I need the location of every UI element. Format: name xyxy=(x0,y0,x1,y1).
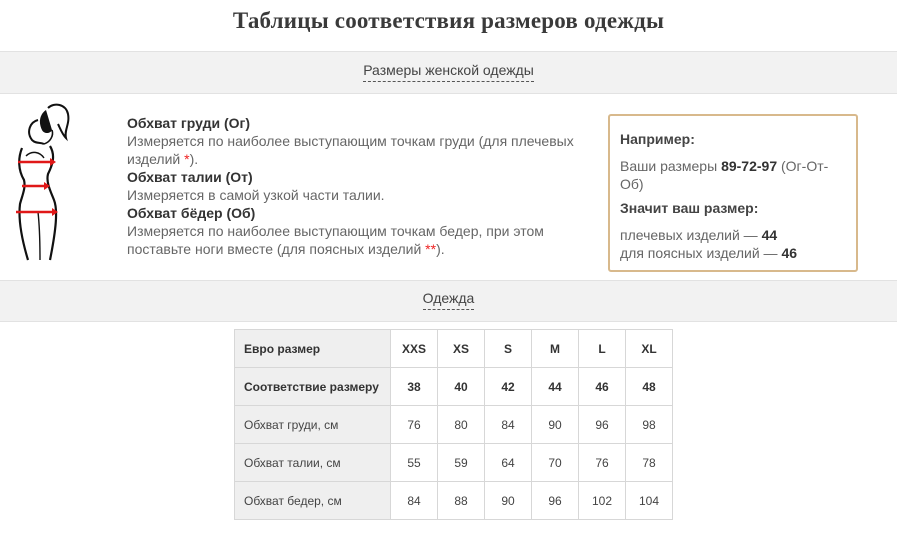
table-cell: 96 xyxy=(579,406,626,444)
table-cell: 78 xyxy=(626,444,673,482)
body-measurement-illustration xyxy=(10,100,70,262)
measure-description: Измеряется по наиболее выступающим точкам бедер, при этом поставьте ноги вместе (для поясных изделий **). xyxy=(127,223,544,257)
row-label: Соответствие размеру xyxy=(235,368,391,406)
table-cell: 64 xyxy=(485,444,532,482)
star-marker: * xyxy=(184,151,190,167)
section-header-clothes xyxy=(0,280,897,322)
table-cell: XS xyxy=(438,330,485,368)
measure-title: Обхват талии (От) xyxy=(127,169,253,185)
example-heading: Например: xyxy=(620,131,695,147)
example-shoulder: плечевых изделий — 44 xyxy=(620,227,778,243)
table-cell: 59 xyxy=(438,444,485,482)
table-cell: L xyxy=(579,330,626,368)
example-box xyxy=(608,114,858,272)
size-table xyxy=(234,329,673,520)
table-cell: 48 xyxy=(626,368,673,406)
table-cell: XXS xyxy=(391,330,438,368)
measure-title: Обхват груди (Ог) xyxy=(127,115,250,131)
measurement-instructions xyxy=(127,114,587,258)
woman-silhouette-icon xyxy=(10,100,70,262)
row-label: Обхват груди, см xyxy=(235,406,391,444)
table-cell: 46 xyxy=(579,368,626,406)
table-cell: 84 xyxy=(391,482,438,520)
row-label: Обхват талии, см xyxy=(235,444,391,482)
table-cell: 102 xyxy=(579,482,626,520)
table-cell: 90 xyxy=(532,406,579,444)
row-label: Евро размер xyxy=(235,330,391,368)
table-row xyxy=(235,368,673,406)
table-cell: 80 xyxy=(438,406,485,444)
table-cell: 40 xyxy=(438,368,485,406)
measure-description: Измеряется в самой узкой части талии. xyxy=(127,187,385,203)
table-row xyxy=(235,482,673,520)
table-cell: 84 xyxy=(485,406,532,444)
table-cell: 76 xyxy=(391,406,438,444)
table-cell: 70 xyxy=(532,444,579,482)
table-cell: 96 xyxy=(532,482,579,520)
measure-hips xyxy=(127,204,587,258)
table-cell: 42 xyxy=(485,368,532,406)
table-cell: XL xyxy=(626,330,673,368)
tab-clothes[interactable]: Одежда xyxy=(423,290,475,310)
page-title: Таблицы соответствия размеров одежды xyxy=(232,8,665,33)
table-cell: 98 xyxy=(626,406,673,444)
table-cell: 104 xyxy=(626,482,673,520)
table-cell: 44 xyxy=(532,368,579,406)
tab-women-sizes[interactable]: Размеры женской одежды xyxy=(363,62,534,82)
table-cell: M xyxy=(532,330,579,368)
table-cell: 38 xyxy=(391,368,438,406)
table-row xyxy=(235,406,673,444)
table-cell: 55 xyxy=(391,444,438,482)
measure-description: Измеряется по наиболее выступающим точкам груди (для плечевых изделий *). xyxy=(127,133,574,167)
table-cell: 76 xyxy=(579,444,626,482)
table-cell: 90 xyxy=(485,482,532,520)
table-row xyxy=(235,330,673,368)
measure-title: Обхват бёдер (Об) xyxy=(127,205,256,221)
example-result-heading: Значит ваш размер: xyxy=(620,200,759,216)
star-marker: ** xyxy=(425,241,437,257)
measure-waist xyxy=(127,168,587,204)
section-header-women xyxy=(0,51,897,94)
measure-chest xyxy=(127,114,587,168)
example-waist: для поясных изделий — 46 xyxy=(620,245,798,261)
row-label: Обхват бедер, см xyxy=(235,482,391,520)
table-row xyxy=(235,444,673,482)
table-cell: S xyxy=(485,330,532,368)
example-sizes: Ваши размеры 89-72-97 (Ог-От-Об) xyxy=(620,158,829,192)
table-cell: 88 xyxy=(438,482,485,520)
